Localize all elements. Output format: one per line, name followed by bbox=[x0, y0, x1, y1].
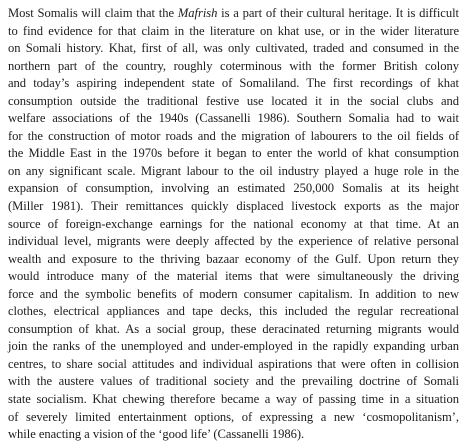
text-segment: centres, to share social attitudes and individual aspirations that were often in collision bbox=[8, 356, 459, 371]
text-line bbox=[8, 163, 459, 181]
text-segment: while enacting a vision of the ‘good life’ (Cassanelli 1986). bbox=[8, 427, 305, 442]
text-segment: would introduce many of the material items that were simultaneously the driving bbox=[8, 269, 459, 284]
text-segment: force and the symbolic benefits of modern consumer capitalism. In addition to new bbox=[8, 286, 459, 301]
text-segment: consumption of khat. As a social group, these deracinated returning migrants would bbox=[8, 321, 459, 336]
text-segment: northern part of the country, roughly coterminous with the former British colony bbox=[8, 58, 459, 73]
text-line bbox=[8, 233, 459, 251]
text-segment: Most Somalis will claim that the bbox=[8, 6, 178, 20]
text-line bbox=[8, 180, 459, 198]
text-line bbox=[8, 409, 459, 427]
text-line bbox=[8, 58, 459, 76]
text-segment: consumption outside the traditional festive use located it in the social clubs and bbox=[8, 93, 459, 108]
text-line bbox=[8, 93, 459, 111]
text-segment: to find evidence for that claim in the literature on khat use, or in the wider literature bbox=[8, 23, 459, 38]
text-line bbox=[8, 373, 459, 391]
text-segment: welfare associations of the 1940s (Cassanelli 1986). Southern Somalia had to wait bbox=[8, 111, 459, 126]
text-segment: join the ranks of the unemployed and under-employed in the rapidly expanding urban bbox=[8, 339, 459, 354]
text-line bbox=[8, 321, 459, 339]
text-segment: state socialism. Khat chewing therefore became a way of passing time in a situation bbox=[8, 392, 459, 407]
text-segment: is a part of their cultural heritage. It is difficult bbox=[217, 6, 459, 20]
text-segment: with the austere values of traditional society and the prevailing doctrine of Somali bbox=[8, 374, 459, 389]
text-line bbox=[8, 75, 459, 93]
text-line bbox=[8, 198, 459, 216]
text-segment: (Miller 1981). Their remittances quickly displaced livestock exports as the major bbox=[8, 199, 459, 214]
text-line bbox=[8, 40, 459, 58]
text-line bbox=[8, 110, 459, 128]
text-segment: on Somali history. Khat, first of all, was only cultivated, traded and consumed in the bbox=[8, 41, 459, 56]
text-line bbox=[8, 303, 459, 321]
text-segment: wealth and exposure to the thriving bazaar economy of the Gulf. Upon return they bbox=[8, 251, 459, 266]
text-line bbox=[8, 338, 459, 356]
italic-term: Mafrish bbox=[177, 6, 218, 20]
text-segment: individual level, migrants were deeply affected by the experience of relative personal bbox=[8, 234, 459, 249]
text-segment: expansion of consumption, involving an estimated 250,000 Somalis at its height bbox=[8, 181, 459, 196]
text-line bbox=[8, 391, 459, 409]
text-segment: and today’s aspiring independent state of Somaliland. The first recordings of khat bbox=[8, 76, 459, 91]
text-line bbox=[8, 145, 459, 163]
text-segment: the Middle East in the 1970s before it began to enter the world of khat consumption bbox=[8, 146, 459, 161]
text-line bbox=[8, 286, 459, 304]
body-paragraph bbox=[8, 5, 459, 444]
text-line bbox=[8, 23, 459, 41]
text-line bbox=[8, 128, 459, 146]
text-line bbox=[8, 216, 459, 234]
text-line bbox=[8, 268, 459, 286]
text-segment: on any significant scale. Migrant labour to the oil industry played a huge role in the bbox=[8, 163, 459, 178]
text-line bbox=[8, 356, 459, 374]
text-line bbox=[8, 251, 459, 269]
text-segment: clothes, electrical appliances and tape decks, this included the regular recreational bbox=[8, 304, 459, 319]
text-line bbox=[8, 5, 459, 23]
text-segment: source of foreign-exchange earnings for the national economy at that time. At an bbox=[8, 216, 459, 231]
text-segment: of severely limited entertainment options, of expressing a new ‘cosmopolitanism’, bbox=[8, 409, 459, 424]
text-segment: for the construction of motor roads and the migration of labourers to the oil fields of bbox=[8, 128, 459, 143]
